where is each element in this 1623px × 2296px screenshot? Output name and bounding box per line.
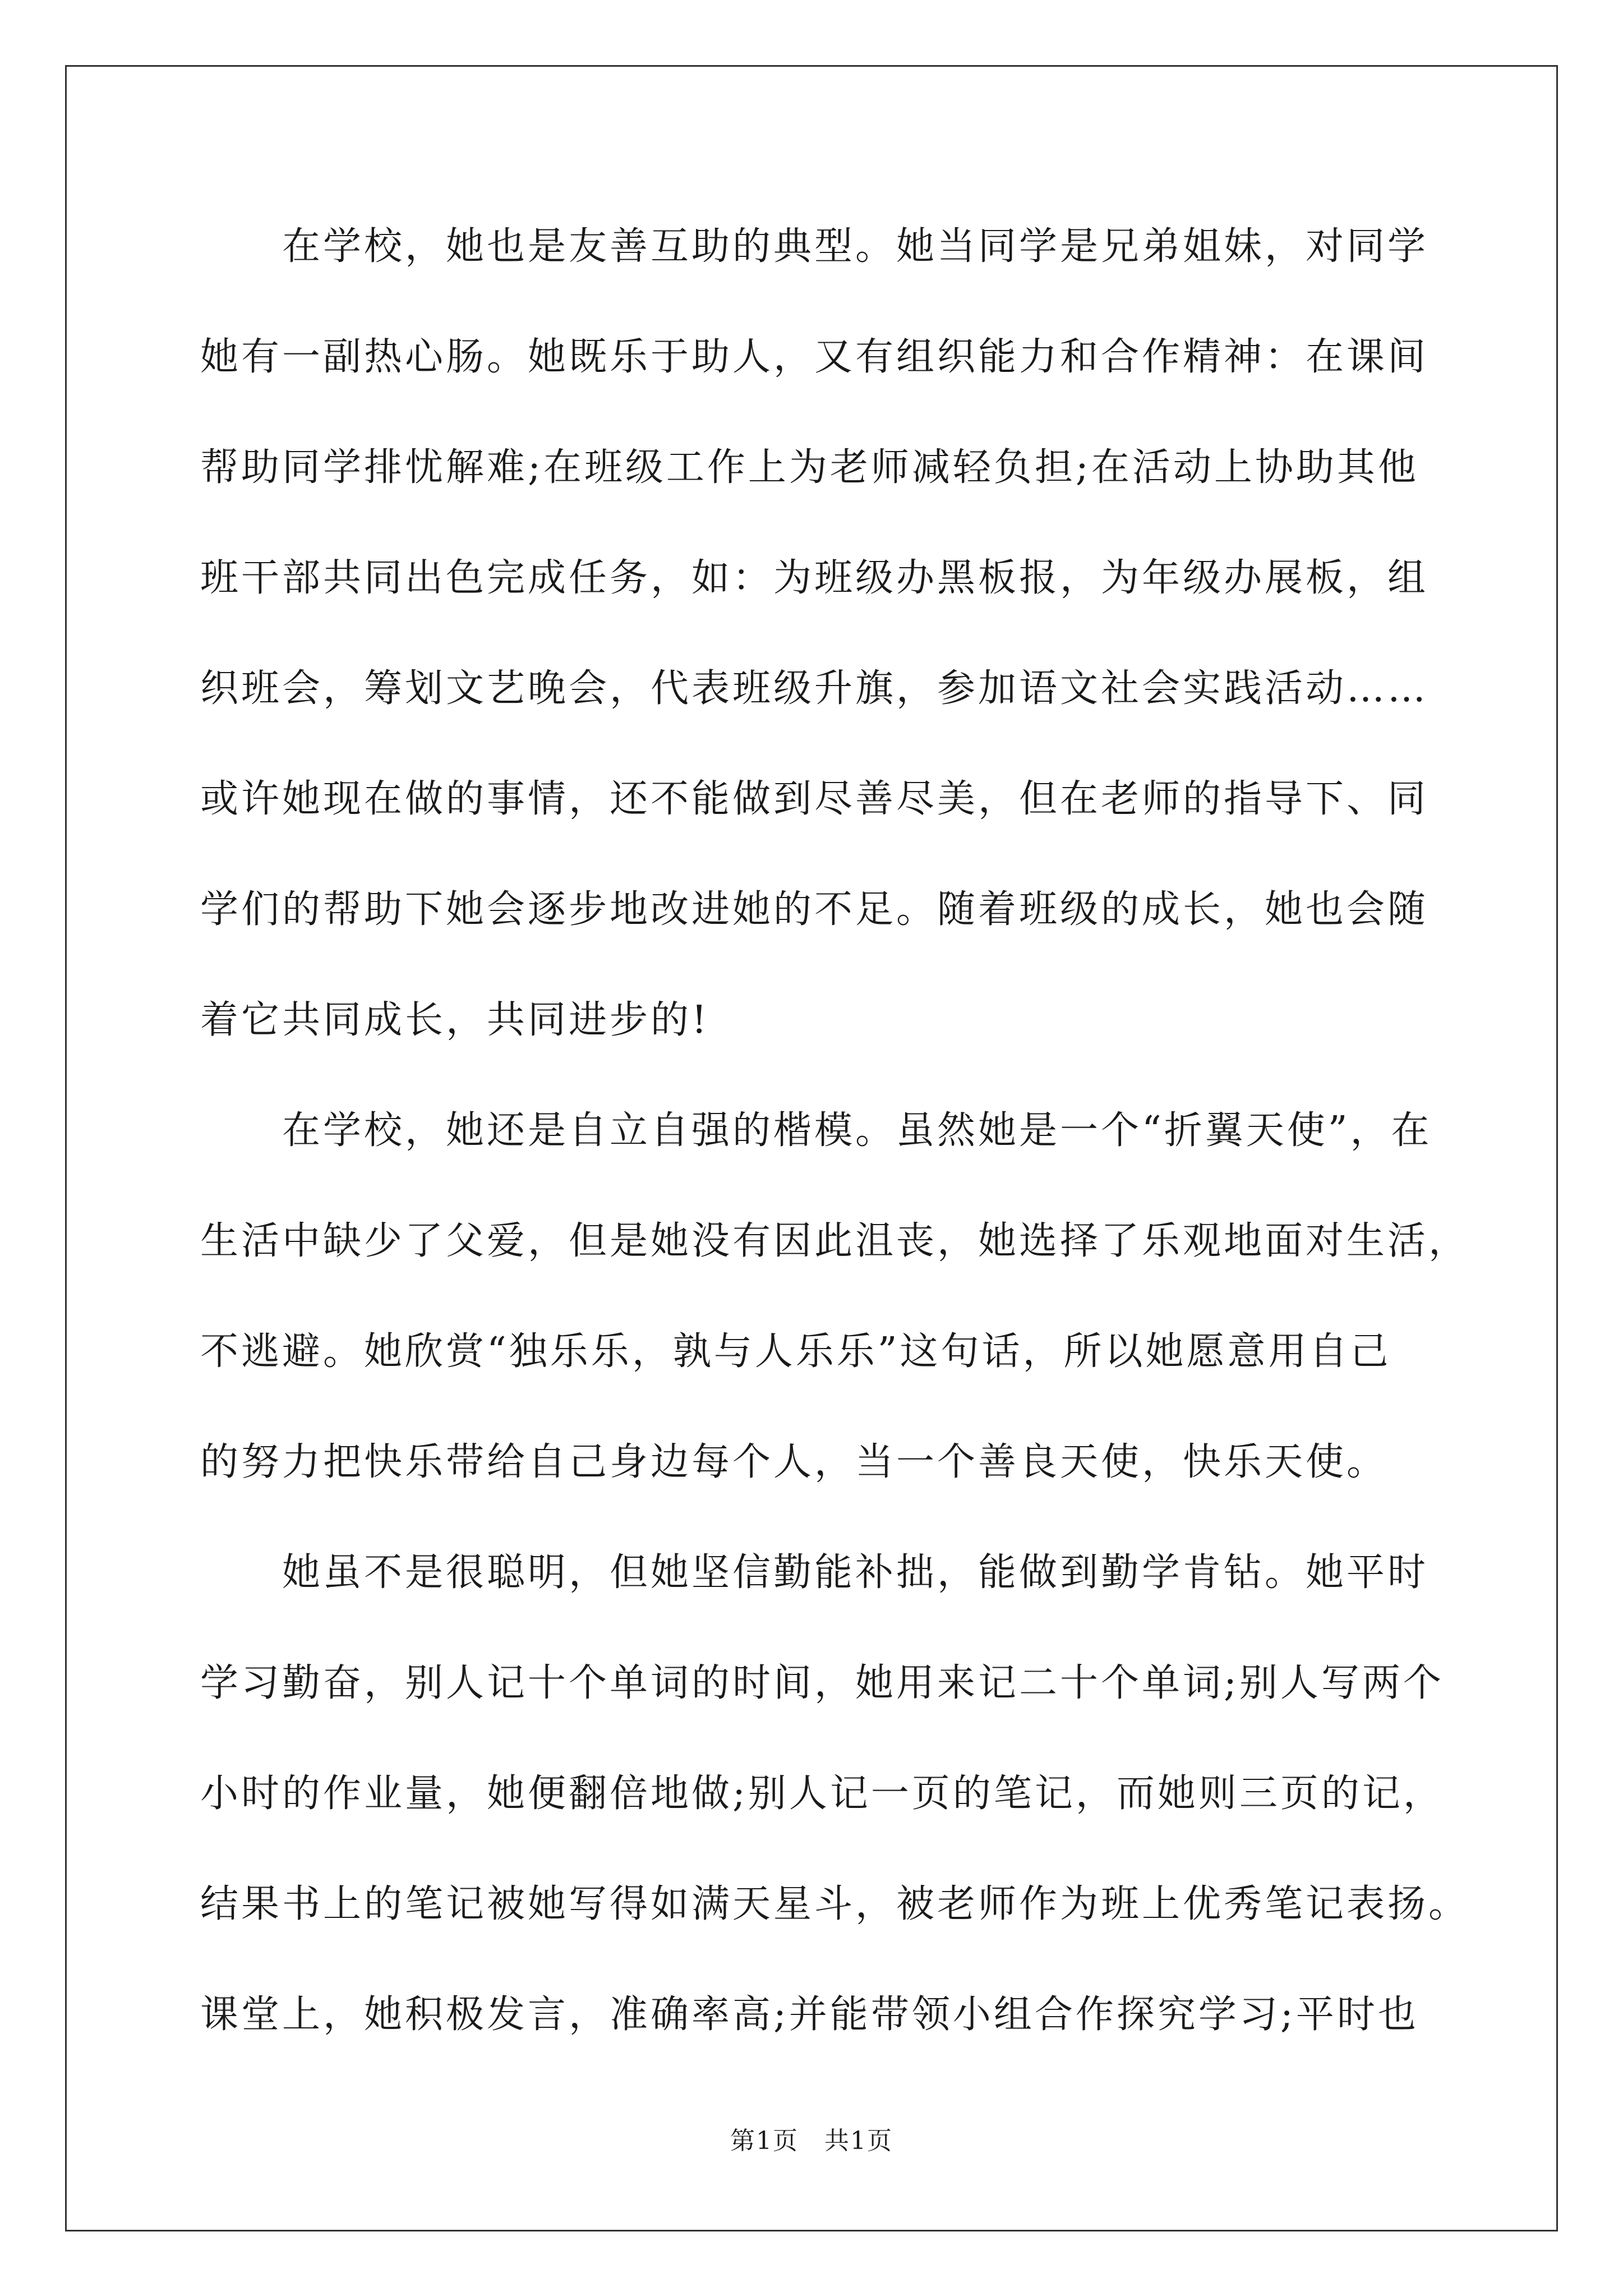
document-body [200,219,1470,2097]
text-line: 的努力把快乐带给自己身边每个人，当一个善良天使，快乐天使。 [200,1440,1388,1484]
text-line: 结果书上的笔记被她写得如满天星斗，被老师作为班上优秀笔记表扬。 [200,1882,1470,1926]
text-line: 学们的帮助下她会逐步地改进她的不足。随着班级的成长，她也会随 [200,887,1429,932]
text-line: 生活中缺少了父爱，但是她没有因此沮丧，她选择了乐观地面对生活， [200,1219,1470,1263]
text-line: 在学校，她也是友善互助的典型。她当同学是兄弟姐妹，对同学 [282,224,1429,269]
text-line: 帮助同学排忧解难;在班级工作上为老师减轻负担;在活动上协助其他 [200,445,1419,490]
text-line: 着它共同成长，共同进步的! [200,998,710,1042]
text-line: 织班会，筹划文艺晚会，代表班级升旗，参加语文社会实践活动…… [200,666,1429,711]
text-line: 班干部共同出色完成任务，如：为班级办黑板报，为年级办展板，组 [200,556,1429,600]
text-line: 小时的作业量，她便翻倍地做;别人记一页的笔记，而她则三页的记， [200,1772,1444,1816]
text-line: 她有一副热心肠。她既乐于助人，又有组织能力和合作精神：在课间 [200,335,1429,379]
text-line: 或许她现在做的事情，还不能做到尽善尽美，但在老师的指导下、同 [200,777,1429,821]
text-line: 课堂上，她积极发言，准确率高;并能带领小组合作探究学习;平时也 [200,1993,1419,2037]
text-line: 学习勤奋，别人记十个单词的时间，她用来记二十个单词;别人写两个 [200,1661,1444,1705]
text-line: 不逃避。她欣赏“独乐乐，孰与人乐乐”这句话，所以她愿意用自己 [200,1329,1391,1374]
text-line: 她虽不是很聪明，但她坚信勤能补拙，能做到勤学肯钻。她平时 [282,1550,1429,1595]
page-number-footer: 第1页 共1页 [730,2127,893,2155]
text-line: 在学校，她还是自立自强的楷模。虽然她是一个“折翼天使”，在 [282,1108,1432,1153]
